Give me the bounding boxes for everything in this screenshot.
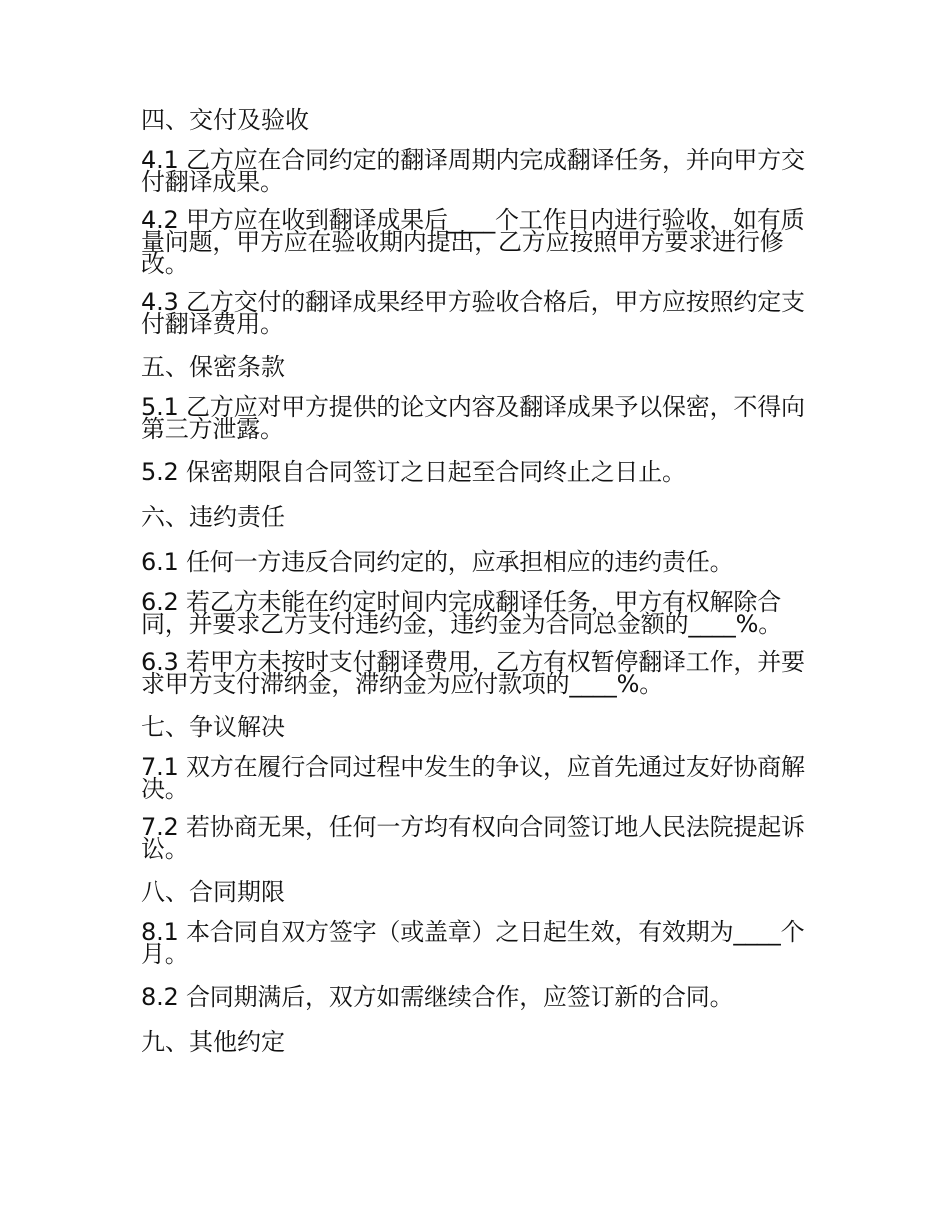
section-heading-dispute: 七、争议解决 xyxy=(141,713,285,741)
section-heading-confidentiality: 五、保密条款 xyxy=(141,353,285,381)
clause-7-2: 7.2 若协商无果，任何一方均有权向合同签订地人民法院提起诉讼。 xyxy=(141,813,805,863)
clause-6-3: 6.3 若甲方未按时支付翻译费用，乙方有权暂停翻译工作，并要求甲方支付滞纳金，滞纳金为应付款项的____%。 xyxy=(141,648,805,698)
clause-4-1: 4.1 乙方应在合同约定的翻译周期内完成翻译任务，并向甲方交付翻译成果。 xyxy=(141,146,805,196)
clause-6-2: 6.2 若乙方未能在约定时间内完成翻译任务，甲方有权解除合同，并要求乙方支付违约金，违约金为合同总金额的____%。 xyxy=(141,588,783,638)
section-heading-term: 八、合同期限 xyxy=(141,878,285,906)
clause-5-2: 5.2 保密期限自合同签订之日起至合同终止之日止。 xyxy=(141,458,686,486)
document-page xyxy=(141,104,813,1071)
section-heading-other: 九、其他约定 xyxy=(141,1028,285,1056)
clause-8-2: 8.2 合同期满后，双方如需继续合作，应签订新的合同。 xyxy=(141,983,734,1011)
clause-8-1: 8.1 本合同自双方签字（或盖章）之日起生效，有效期为____个月。 xyxy=(141,918,805,968)
section-heading-delivery: 四、交付及验收 xyxy=(141,106,309,134)
clause-7-1: 7.1 双方在履行合同过程中发生的争议，应首先通过友好协商解决。 xyxy=(141,753,805,803)
clause-4-3: 4.3 乙方交付的翻译成果经甲方验收合格后，甲方应按照约定支付翻译费用。 xyxy=(141,288,805,338)
clause-6-1: 6.1 任何一方违反合同约定的，应承担相应的违约责任。 xyxy=(141,548,734,576)
section-heading-liability: 六、违约责任 xyxy=(141,503,285,531)
clause-5-1: 5.1 乙方应对甲方提供的论文内容及翻译成果予以保密，不得向第三方泄露。 xyxy=(141,393,805,443)
clause-4-2: 4.2 甲方应在收到翻译成果后____个工作日内进行验收，如有质量问题，甲方应在验收期内提出，乙方应按照甲方要求进行修改。 xyxy=(141,206,805,278)
